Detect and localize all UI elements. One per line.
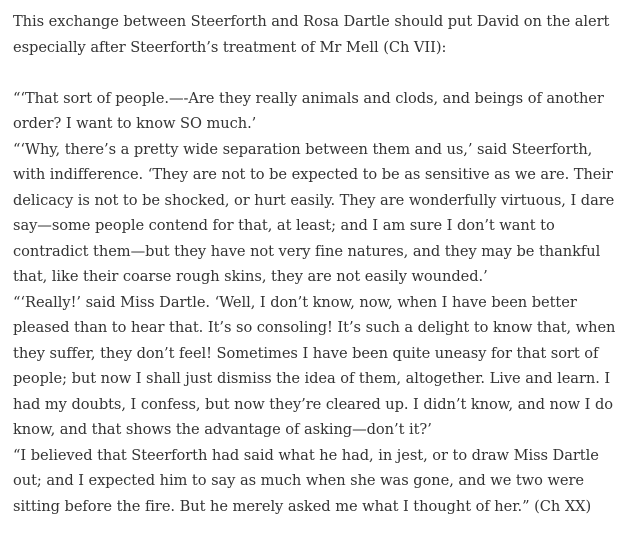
quote-paragraph-3: “‘Really!’ said Miss Dartle. ‘Well, I don’t know, now, when I have been better pleased than to hear that. It’s so consoling! It’s such a delight to know that, when they suffer, they don’t feel! Sometimes I have been quite uneasy for that sort of people; but now I shall just dismiss the idea of them, altogether. Live and learn. I had my doubts, I confess, but now they’re cleared up. I didn’t know, and now I do know, and that shows the advantage of asking—don’t it?’ [13,293,616,438]
quote-paragraph-1: “‘That sort of people.—-Are they really animals and clods, and beings of another order? I want to know SO much.’ [13,89,604,132]
intro-paragraph: This exchange between Steerforth and Rosa Dartle should put David on the alert especially after Steerforth’s treatment of Mr Mell (Ch VII): [13,13,610,56]
quote-paragraph-4: “I believed that Steerforth had said what he had, in jest, or to draw Miss Dartle out; and I expected him to say as much when she was gone, and we two were sitting before the fire. But he merely asked me what I thought of her.” (Ch XX) [13,446,599,515]
quote-paragraph-2: “‘Why, there’s a pretty wide separation between them and us,’ said Steerforth, with indifference. ‘They are not to be expected to be as sensitive as we are. Their delicacy is not to be shocked, or hurt easily. They are wonderfully virtuous, I dare say—some people contend for that, at least; and I am sure I don’t want to contradict them—but they have not very fine natures, and they may be thankful that, like their coarse rough skins, they are not easily wounded.’ [13,140,615,285]
